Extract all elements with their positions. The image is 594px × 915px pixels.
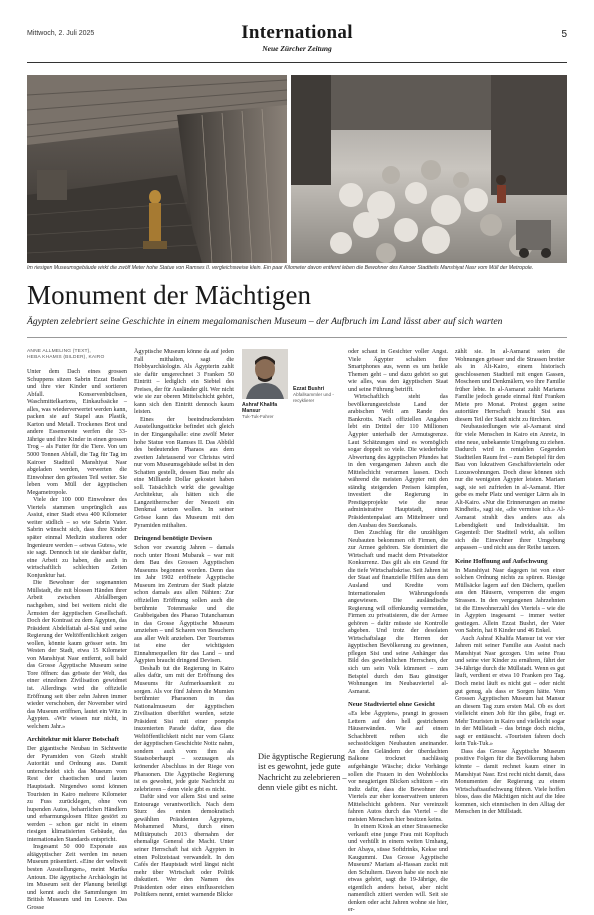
pull-quote: Die ägyptische Regierung ist es gewohnt, jede gute Nachricht zu zelebrieren – denn viele gibt es nicht. [258, 752, 347, 793]
issue-date: Mittwoch, 2. Juli 2025 [27, 30, 95, 37]
portrait-role: Abfallsammler und -recyklierer [293, 392, 334, 403]
publication-name: Neue Zürcher Zeitung [262, 44, 332, 53]
article-column-2 [134, 349, 235, 899]
byline [27, 349, 127, 362]
subheading: Architektur mit klarer Botschaft [27, 736, 119, 744]
paragraph: oder schaut in Gesichter voller Angst. Viele Ägypter schalten ihre Smartphones aus, wenn es um heikle Themen geht – und dazu gehört so gut wie alles, was den ägyptischen Staat und seine Führung betrifft. [348, 349, 448, 393]
paragraph: «Es lebe Ägypten», prangt in grossen Lettern auf den hell gestrichenen Häuserwänden. Wie auf einem Schachbrett reihen sich die sechsstöckigen Neubauten aneinander. An den Geländern der überdachten Balkone trocknet nachlässig aufgehängte Wäsche; dicke Vorhänge sollen die Frauen in den Wohnblocks vor neugierigen Blicken schützen – ein Indiz dafür, dass die Bewohner des Viertels zur eher konservativen unteren Mittelschicht gehören. Nur vereinzelt fahren Autos durch das Viertel – die meisten Menschen hier besitzen keins. [348, 711, 448, 823]
paragraph: Dass das Grosse Ägyptische Museum positive Folgen für die Bevölkerung haben könnte – damit rechnet kaum einer in Manshiyat Nasr. Erst recht nicht damit, dass Monumenten der Regierung zu einem Wirtschaftsaufschwung führen. Viele hoffen bloss, dass die Mächtigen nicht auf die Idee kommen, sich einmischen in den Alltag der Menschen in der Müllstadt. [455, 748, 565, 816]
paragraph: Der gigantische Neubau in Sichtweite der Pyramiden von Gizeh strahlt Autorität und Ordnung aus. Damit unterscheidet sich das Museum vom Rest der chaotischen und lauten Hauptstadt. Nirgendwo sonst können Touristen in Kairo mehrere Kilometer zu Fuss zurücklegen, ohne von hupenden Autos, beharrlichen Händlern und erbarmungslosen Hitze gestört zu werden – schon gar nicht in einem riesigen klimatisierten Gebäude, das internationalen Standards entspricht. [27, 746, 127, 843]
portrait-ezzat [293, 383, 341, 403]
article-column-5 [455, 349, 565, 849]
headline-rule [27, 337, 567, 338]
article-deck: Ägypten zelebriert seine Geschichte in einem megalomanischen Museum – der Aufbruch im Land lässt aber auf sich warten [27, 316, 503, 327]
paragraph: Wirtschaftlich steht das bevölkerungsreichste Land der arabischen Welt am Rande des Bankrotts. Nach offiziellen Angaben lebt ein Drittel der 110 Millionen Ägypter unterhalb der Armutsgrenze. Laut Schätzungen sind es womöglich sogar doppelt so viele. Die wiederholte Abwertung des ägyptischen Pfundes hat in den vergangenen Jahren auch die Mittelschicht verarmen lassen. Doch während die meisten Ägypter mit den ständig steigenden Preisen kämpfen, investiert die Regierung in Prestigeprojekte wie die neue administrative Hauptstadt, einen Präsidentenpalast am Mittelmeer und den Ausbau des Suezkanals. [348, 394, 448, 529]
portrait-name: Ezzat Bushri [293, 386, 325, 392]
garbage-district-photo [291, 75, 567, 263]
paragraph: Schon vor zwanzig Jahren – damals noch unter Hosni Mubarak – war mit dem Bau des Grossen Ägyptischen Museums begonnen worden. Denn das im Jahr 1902 eröffnete Ägyptische Museum im Zentrum der Stadt platzte schon damals aus allen Nähten: Zur offiziellen Eröffnung sollen auch die berühmte Totenmaske und die Grabbeigaben des Pharao Tutanchamun in das Grosse Ägyptische Museum umziehen – und Scharen von Besuchern aus aller Welt anziehen. Der Tourismus ist eine der wichtigsten Einnahmequellen für das Land – und Ägypten braucht dringend Devisen. [134, 545, 234, 665]
paragraph: Unter dem Dach eines grossen Schuppens sitzen Sabrin Ezzat Bushri und ihre vier Kinder und sortieren Abfall. Konservenbüchsen, Waschmittelkartons, Einkaufssäcke – alles, was wiederverwertet werden kann, packen sie auf Stapel aus Plastik, Karton und Metall. Trockenes Brot und andere Essensreste werfen die 33-Jährige und ihre Kinder in einen grossen Trog – als Futter für die Tiere. Von um 5000 Tonnen Abfall, die Tag für Tag im Kairoer Stadtteil Manshiyat Nasr abgeladen werden, verwerten die Einwohner den grössten Teil weiter. Sie leben vom Müll der ägyptischen Megametropole. [27, 369, 127, 496]
paragraph: Insgesamt 50 000 Exponate aus altägyptischer Zeit werden im neuen Museum präsentiert. «Eine der weltweit besten Ausstellungen», meint Marika Antoun. Die ägyptische Archäologin ist im Museum seit der Planung beteiligt und kennt auch die Sammlungen im British Museum und im Louvre. Das Grosse [27, 844, 127, 911]
paragraph: Ägyptische Museum könne da auf jeden Fall mithalten, sagt die Hobbyarchäologin. Als Ägypterin zahlt sie dafür umgerechnet 3 Franken 50 Eintritt – lediglich ein Siebtel des Preises, der für Ausländer gilt. Wer nicht wie sie zur oberen Mittelschicht gehört, kann sich den Eintritt dennoch kaum leisten. [134, 349, 235, 416]
paragraph: Den Zuschlag für die unzähligen Neubauten bekommen oft Firmen, die zur Armee gehören. Sie dominiert die Wirtschaft und macht dem Privatsektor Konkurrenz. Das gilt als ein Grund für die tiefe Wirtschaftskrise. Seit Jahren ist der Staat auf finanzielle Hilfen aus dem Ausland und Kredite vom Internationalen Währungsfonds angewiesen. Die ausländische Regierung will offenkundig vermeiden, Firmen zu privatisieren, die der Armee gehören – dafür müsste sie Kontrolle abgeben. Und trotz der desolaten Wirtschaftslage die Herren der ägyptischen Bevölkerung zu gewinnen, pflegen Sisi und seine Anhänger das Bild des gewöhnlichen Herrschers, der sich um sein Volk kümmert – zum Beispiel durch den Bau günstiger Wohnungen im Neubauviertel al-Asmarat. [348, 530, 448, 695]
portrait-ashraf [242, 349, 288, 420]
subheading: Neue Stadtviertel ohne Gesicht [348, 701, 435, 709]
paragraph: Deshalb tut die Regierung in Kairo alles dafür, um mit der Eröffnung des Museums für Aufmerksamkeit zu sorgen. Als vor fünf Jahren die Mumien berühmter Pharaonen in das Nationalmuseum der ägyptischen Zivilisation überführt wurden, setzte Präsident Sisi mit einer pompös inszenierten Parade dafür, dass die Weltöffentlichkeit nicht nur vom Glanz der ägyptischen Geschichte Notiz nahm, sondern auch vom ihm als Staatsoberhaupt – sozusagen als krönender Abschluss in der Riege von Pharaonen. Die Ägyptische Regierung ist es gewohnt, jede gute Nachricht zu zelebrieren – denn viele gibt es nicht. [134, 665, 234, 793]
paragraph: Neubausiedlungen wie al-Asmarat sind für viele Menschen in Kairo ein Anreiz, in eine neue, unbekannte Umgebung zu ziehen. Dadurch wird in rentablen Gegenden Stadtteilen Raum frei – zum Beispiel für den Bau von lukrativen Geschäftsvierteln oder Luxuswohnungen. Doch diese können sich nur die wenigsten Ägypter leisten. Mariam sagt, sie sei zufrieden in al-Asmarat. Hier gebe es mehr Platz und weniger Lärm als in Alt-Kairo. «Nur die Erinnerungen an meine Kindheit», sagt sie, «die vermisse ich.» Al-Asmarat strahlt dies anders aus als Lebendigkeit und Individualität. Im Gegenteil: Der Stadtteil wirkt, als sollten sich die Einwohner ihrer Umgebung anpassen – und nicht aus der Reihe tanzen. [455, 424, 565, 552]
subheading: Keine Hoffnung auf Aufschwung [455, 557, 548, 565]
paragraph: Auch Ashraf Khalifa Mansur ist vor vier Jahren mit seiner Familie aus Assiut nach Manshiyat Nasr gezogen. Um seine Frau und seine vier Kinder zu ernähren, fährt der 34-Jährige durch die Müllstadt. Wenn es gut läuft, verdient er etwa 10 Franken pro Tag. Doch meist läuft es nicht gut – oder nicht gut genug, als dass er Sorgen hätte. Vom Grossen Ägyptischen Museum hat Mansur an diesem Tag zum ersten Mal. Ob es dort vielleicht einen Job für ihn gäbe, fragt er. Mehr Touristen in Kairo und vielleicht sogar in der Müllstadt – das bringe doch nichts, sagt er enttäuscht. «Touristen fahren doch kein Tuk-Tuk.» [455, 635, 565, 748]
photo-caption: Im riesigen Museumsgebäude wirkt die zwölf Meter hohe Statue von Ramses II. vergleichsweise klein. Ein paar Kilometer davon entfernt leben die Bewohner des Kairoer Stadtteils Manshiyat Nasr vom Müll der Metropole. [27, 265, 534, 271]
byline-author: ANNE ALLMELING (TEXT), [27, 349, 91, 354]
article-headline: Monument der Mächtigen [27, 280, 312, 310]
subheading: Dringend benötigte Devisen [134, 535, 213, 543]
paragraph: Die Bewohner der sogenannten Müllstadt, die mit blossen Händen ihrer Arbeit zwischen Abfallbergen nachgehen, sind bei weitem nicht die Ärmsten der ägyptischen Gesellschaft. Doch der Kontrast zu dem Ägypten, das Präsident Abdelfattah al-Sisi und seine Regierung der Weltöffentlichkeit zeigen wollen, könnte kaum grösser sein. Im Westen der Stadt, etwa 15 Kilometer von Manshiyat Nasr entfernt, soll bald das Grosse Ägyptische Museum seine Tore öffnen: das grösste der Welt, das einer einzelnen Zivilisation gewidmet ist. Allerdings wird die offizielle Eröffnung seit über zehn Jahren immer wieder verschoben, der November wird das Museum eröffnen, lautet ein Witz in Ägypten. «Wir wissen nur nicht, in welchem Jahr.» [27, 580, 127, 730]
article-column-1 [27, 369, 127, 911]
portrait-role: Tuk-Tuk-Fahrer [242, 414, 274, 420]
paragraph: In einem Kiosk an einer Strassenecke verkauft eine junge Frau mit Kopftuch und verhüllt in einem weiten Umhang, der Abaya, süsse Softdrinks, Kekse und Kaugummi. Das Grosse Ägyptische Museum? Mariam al-Hassan zuckt mit den Schultern. Davon habe sie noch nie etwas gehört, sagt die 19-Jährige, die eigentlich anders heisst, aber nicht namentlich zitiert werden will. Seit sie denken oder acht Jahren wohne sie hier, er- [348, 824, 448, 914]
portrait-photo [242, 349, 288, 399]
article-column-4 [348, 349, 448, 914]
paragraph: Dafür sind vor allem Sisi und seine Entourage verantwortlich. Nach dem Sturz des ersten demokratisch gewählten Präsidenten Ägyptens, Mohammed Mursi, durch einen Militärputsch 2013 übernahm der ehemalige General die Macht. Unter seiner Herrschaft hat sich Ägypten in einen Polizeistaat verwandelt. In den Cafés der Hauptstadt wird längst nicht mehr über Wirtschaft oder Politik diskutiert. Wer den Namen des Präsidenten oder eines einflussreichen Politikers nennt, erntet warnende Blicke [134, 794, 234, 899]
section-title: International [241, 22, 353, 43]
byline-photographer: HEBA KHAMIS (BILDER), KAIRO [27, 355, 105, 361]
museum-statue-photo [27, 75, 287, 263]
page-number: 5 [561, 29, 567, 40]
header-rule [27, 62, 567, 63]
paragraph: In Manshiyat Nasr dagegen ist von einer solchen Ordnung nichts zu spüren. Riesige Müllsäcke lagern auf den Dächern, quellen aus den Häusern, versperren die engen Strassen. In den vergangenen Jahrzehnten ist die Einwohnerzahl des Viertels – wie die in Ägypten insgesamt – immer weiter gestiegen. Allein Ezzat Bushri, der Vater von Sabrin, hat 8 Kinder und 46 Enkel. [455, 567, 565, 635]
paragraph: zählt sie. In al-Asmarat seien die Wohnungen grösser und die Strassen breiter als in Alt-Kairo, einem historisch geschlossenen Stadtteil mit engen Gassen, Moscheen und Denkmälern, wo ihre Familie früher lebte. In al-Asmarat zahlt Mariams Familie jedoch gerade einmal fünf Franken Miete pro Monat. Protest gegen seine autoritäre Herrschaft braucht Sisi aus diesem Teil der Stadt nicht zu fürchten. [455, 349, 565, 423]
paragraph: Viele der 100 000 Einwohner des Viertels stammen ursprünglich aus Assiut, einer Stadt etwa 400 Kilometer weiter südlich – so wie Sabrin Vater. Sabrin wünscht sich, dass ihre Kinder später einmal Medizin studieren oder Ingenieure werden – «etwas Gutes», wie sie sagt. Dennoch ist sie dankbar dafür, eine Arbeit zu haben, die auch in wirtschaftlich schlechten Zeiten Konjunktur hat. [27, 497, 127, 579]
portrait-name: Ashraf Khalifa Mansur [242, 402, 278, 415]
paragraph: Eines der beeindruckendsten Ausstellungsstücke befindet sich gleich in der Eingangshalle: eine zwölf Meter hohe Statue von Ramses II. Das Abbild des bedeutenden Pharaos aus dem zweiten Jahrtausend vor Christus wird nur vom Museumsgebäude selbst in den Schatten gestellt, dessen Bau mehr als eine Milliarde Dollar gekostet haben soll. Tatsächlich wirkt die gewaltige Architektur, als hätten sich die Langzeitherrscher der Neuzeit ein Denkmal setzen wollen. In seiner Grösse kann das Museum mit den Pyramiden mithalten. [134, 416, 234, 529]
